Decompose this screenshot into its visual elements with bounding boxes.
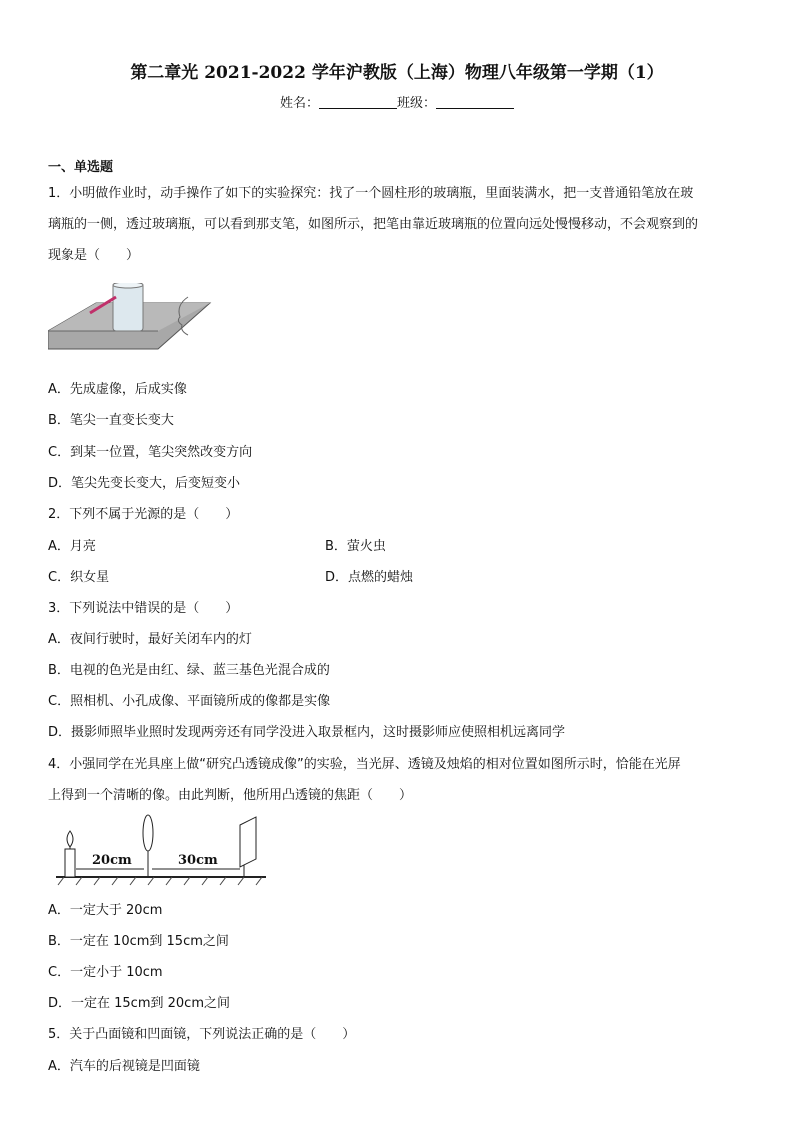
q4-option-a: A．一定大于 20cm bbox=[48, 903, 163, 918]
q2-option-c: C．织女星 bbox=[48, 570, 110, 585]
q4-figure-optical-bench bbox=[56, 813, 268, 887]
q4-stem-line-2: 上得到一个清晰的像。由此判断，他所用凸透镜的焦距（ ） bbox=[48, 788, 413, 803]
q2-stem: 2．下列不属于光源的是（ ） bbox=[48, 507, 239, 522]
q3-option-a: A．夜间行驶时，最好关闭车内的灯 bbox=[48, 632, 252, 647]
q1-option-c: C．到某一位置，笔尖突然改变方向 bbox=[48, 445, 253, 460]
q4-figure-label-right: 30cm bbox=[178, 853, 218, 868]
q1-figure-glass-bottle bbox=[48, 283, 218, 355]
q3-option-d: D．摄影师照毕业照时发现两旁还有同学没进入取景框内，这时摄影师应使照相机远离同学 bbox=[48, 725, 566, 740]
q2-option-b: B．萤火虫 bbox=[325, 539, 386, 554]
q1-option-b: B．笔尖一直变长变大 bbox=[48, 413, 174, 428]
section-title: 一、单选题 bbox=[48, 160, 114, 175]
q1-stem-line-2: 璃瓶的一侧，透过玻璃瓶，可以看到那支笔，如图所示，把笔由靠近玻璃瓶的位置向远处慢慢移动，不会观察到的 bbox=[48, 217, 699, 232]
q3-option-b: B．电视的色光是由红、绿、蓝三基色光混合成的 bbox=[48, 663, 330, 678]
q2-option-a: A．月亮 bbox=[48, 539, 96, 554]
q5-option-a: A．汽车的后视镜是凹面镜 bbox=[48, 1059, 200, 1074]
name-label: 姓名： bbox=[279, 96, 319, 111]
q1-stem-line-1: 1．小明做作业时，动手操作了如下的实验探究：找了一个圆柱形的玻璃瓶，里面装满水，把一支普通铅笔放在玻 bbox=[48, 186, 694, 201]
q3-stem: 3．下列说法中错误的是（ ） bbox=[48, 601, 239, 616]
q4-stem-line-1: 4．小强同学在光具座上做“研究凸透镜成像”的实验，当光屏、透镜及烛焰的相对位置如图所示时，恰能在光屏 bbox=[48, 757, 681, 772]
q4-option-b: B．一定在 10cm到 15cm之间 bbox=[48, 934, 229, 949]
q1-stem-line-3: 现象是（ ） bbox=[48, 248, 140, 263]
q2-option-d: D．点燃的蜡烛 bbox=[325, 570, 414, 585]
q4-figure-label-left: 20cm bbox=[92, 853, 132, 868]
student-info bbox=[0, 92, 794, 111]
q1-option-d: D．笔尖先变长变大，后变短变小 bbox=[48, 476, 241, 491]
q5-stem: 5．关于凸面镜和凹面镜，下列说法正确的是（ ） bbox=[48, 1027, 356, 1042]
q4-option-d: D．一定在 15cm到 20cm之间 bbox=[48, 996, 230, 1011]
q4-option-c: C．一定小于 10cm bbox=[48, 965, 163, 980]
class-blank[interactable] bbox=[436, 96, 514, 109]
class-label: 班级： bbox=[397, 96, 437, 111]
page-title: 第二章光 2021-2022 学年沪教版（上海）物理八年级第一学期（1） bbox=[130, 63, 664, 83]
q3-option-c: C．照相机、小孔成像、平面镜所成的像都是实像 bbox=[48, 694, 331, 709]
q1-option-a: A．先成虚像，后成实像 bbox=[48, 382, 187, 397]
name-blank[interactable] bbox=[319, 96, 397, 109]
